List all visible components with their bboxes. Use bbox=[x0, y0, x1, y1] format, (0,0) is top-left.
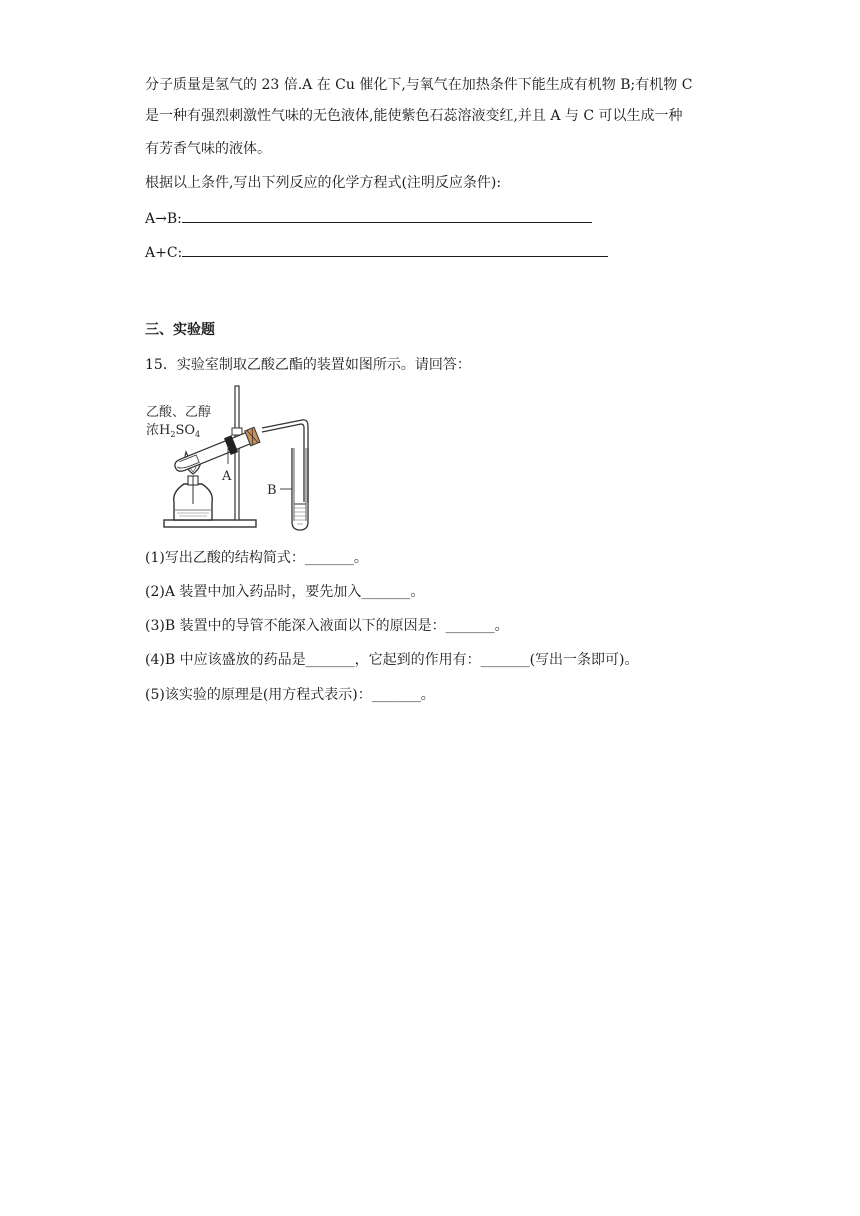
stand-base bbox=[164, 520, 256, 527]
clamp-boss bbox=[232, 428, 242, 435]
equation-a-plus-c bbox=[145, 242, 608, 263]
question-15-part-2: (2)A 装置中加入药品时，要先加入_______。 bbox=[145, 584, 425, 600]
reagents-label-line-1: 乙酸、乙醇 bbox=[146, 405, 212, 420]
question-15-part-3: (3)B 装置中的导管不能深入液面以下的原因是：_______。 bbox=[145, 618, 509, 634]
paragraph-line-3: 有芳香气味的液体。 bbox=[145, 141, 271, 157]
paragraph-line-2: 是一种有强烈刺激性气味的无色液体,能使紫色石蕊溶液变红,并且 A 与 C 可以生成一种 bbox=[145, 108, 683, 124]
paragraph-line-1: 分子质量是氢气的 23 倍.A 在 Cu 催化下,与氧气在加热条件下能生成有机物 B;有机物 C bbox=[145, 77, 693, 93]
reagents-label-line-2: 浓$H_2SO_4$ bbox=[146, 423, 201, 439]
equation-a-plus-c-label: A+C: bbox=[145, 245, 183, 261]
label-a: A bbox=[222, 469, 232, 484]
instruction-line: 根据以上条件,写出下列反应的化学方程式(注明反应条件): bbox=[145, 175, 502, 191]
label-b: B bbox=[267, 483, 277, 498]
apparatus-diagram bbox=[144, 384, 324, 532]
question-15-stem: 15．实验室制取乙酸乙酯的装置如图所示。请回答： bbox=[145, 357, 471, 373]
answer-blank-a-plus-c[interactable] bbox=[182, 242, 608, 257]
section-title: 三、实验题 bbox=[145, 322, 215, 338]
question-15-part-1: (1)写出乙酸的结构简式：_______。 bbox=[145, 550, 368, 566]
question-15-part-4: (4)B 中应该盛放的药品是_______，它起到的作用有：_______(写出一条即可)。 bbox=[145, 652, 639, 668]
equation-a-to-b-label: A→B: bbox=[145, 211, 182, 227]
test-tube-b-liquid-hatch bbox=[294, 508, 306, 524]
equation-a-to-b bbox=[145, 208, 592, 229]
answer-blank-a-to-b[interactable] bbox=[182, 208, 592, 223]
stand-rod bbox=[235, 386, 239, 520]
question-15-part-5: (5)该实验的原理是(用方程式表示)：_______。 bbox=[145, 687, 435, 703]
